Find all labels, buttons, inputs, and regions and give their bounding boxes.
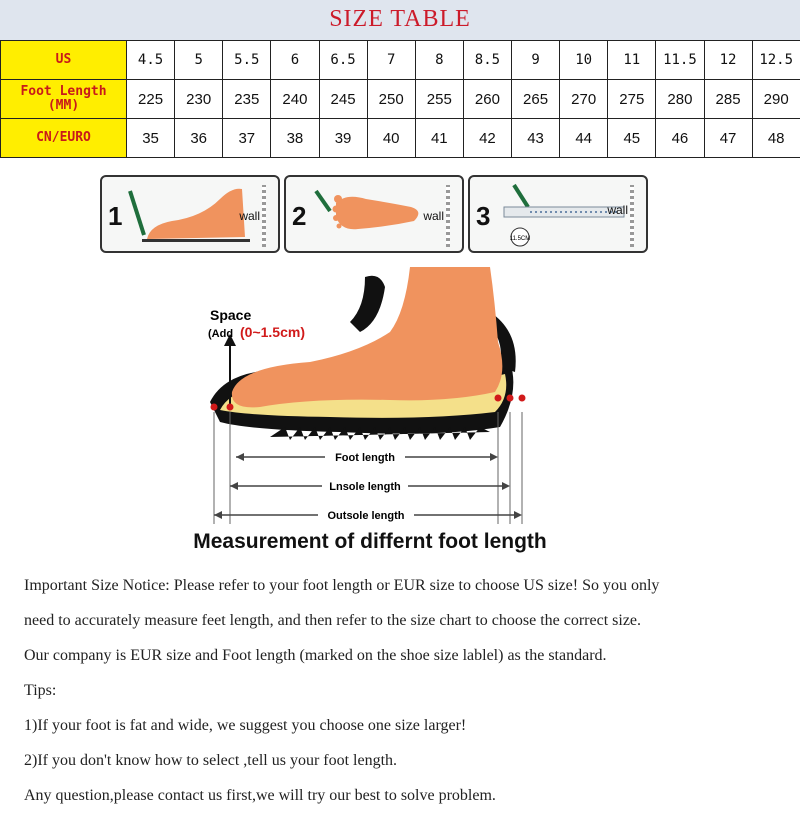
tape-mark: 11.5CM <box>510 236 531 242</box>
size-cell: 37 <box>223 119 271 158</box>
space-label: Space <box>210 307 251 323</box>
wall-label: wall <box>607 203 628 217</box>
size-cell: 12.5 <box>752 41 800 80</box>
size-cell: 35 <box>127 119 175 158</box>
notice-line: Tips: <box>24 673 794 708</box>
size-cell: 225 <box>127 80 175 119</box>
measurement-title: Measurement of differnt foot length <box>0 530 740 554</box>
size-cell: 6 <box>271 41 319 80</box>
size-cell: 46 <box>656 119 704 158</box>
size-cell: 36 <box>175 119 223 158</box>
step-2-panel <box>284 175 464 253</box>
step-number: 2 <box>292 201 306 232</box>
size-cell: 250 <box>367 80 415 119</box>
size-cell: 12 <box>704 41 752 80</box>
size-cell: 4.5 <box>127 41 175 80</box>
size-cell: 48 <box>752 119 800 158</box>
size-cell: 260 <box>463 80 511 119</box>
row-header: Foot Length (MM) <box>1 80 127 119</box>
size-cell: 10 <box>560 41 608 80</box>
size-cell: 290 <box>752 80 800 119</box>
insole-length-label: Lnsole length <box>329 481 401 493</box>
size-cell: 285 <box>704 80 752 119</box>
size-cell: 280 <box>656 80 704 119</box>
size-cell: 275 <box>608 80 656 119</box>
marker-dot <box>495 395 502 402</box>
size-cell: 230 <box>175 80 223 119</box>
row-cn-euro <box>1 119 800 158</box>
step-number: 3 <box>476 201 490 232</box>
marker-dot <box>519 395 526 402</box>
step-number: 1 <box>108 201 122 232</box>
wall-marker <box>262 185 266 247</box>
size-cell: 42 <box>463 119 511 158</box>
foot-length-label: Foot length <box>335 452 395 464</box>
size-cell: 5.5 <box>223 41 271 80</box>
size-cell: 270 <box>560 80 608 119</box>
size-cell: 44 <box>560 119 608 158</box>
wall-marker <box>446 185 450 247</box>
wall-label: wall <box>423 209 444 223</box>
notice-line: need to accurately measure feet length, and then refer to the size chart to choose the correct size. <box>24 603 794 638</box>
marker-dot <box>211 404 218 411</box>
wall-marker <box>630 185 634 247</box>
notice-line: 2)If you don't know how to select ,tell us your foot length. <box>24 743 794 778</box>
marker-dot <box>227 404 234 411</box>
notice-line: Our company is EUR size and Foot length (marked on the shoe size lablel) as the standard. <box>24 638 794 673</box>
row-header: CN/EURO <box>1 119 127 158</box>
size-cell: 7 <box>367 41 415 80</box>
outsole-length-label: Outsole length <box>328 510 405 522</box>
size-cell: 11.5 <box>656 41 704 80</box>
size-cell: 47 <box>704 119 752 158</box>
size-notice <box>24 568 794 813</box>
size-cell: 45 <box>608 119 656 158</box>
notice-line: Important Size Notice: Please refer to your foot length or EUR size to choose US size! So you only <box>24 568 794 603</box>
size-cell: 9 <box>512 41 560 80</box>
size-table-title: SIZE TABLE <box>0 6 800 33</box>
foot-measurement-illustration <box>190 262 540 524</box>
size-cell: 39 <box>319 119 367 158</box>
notice-line: 1)If your foot is fat and wide, we suggest you choose one size larger! <box>24 708 794 743</box>
size-cell: 255 <box>415 80 463 119</box>
size-cell: 8 <box>415 41 463 80</box>
size-cell: 245 <box>319 80 367 119</box>
size-table <box>0 40 800 158</box>
step-1-panel <box>100 175 280 253</box>
size-cell: 38 <box>271 119 319 158</box>
size-cell: 240 <box>271 80 319 119</box>
space-range-label: (0~1.5cm) <box>240 324 305 340</box>
size-table-title-bar <box>0 0 800 40</box>
size-cell: 265 <box>512 80 560 119</box>
row-header: US <box>1 41 127 80</box>
row-foot-length <box>1 80 800 119</box>
step-3-panel <box>468 175 648 253</box>
size-cell: 8.5 <box>463 41 511 80</box>
notice-line: Any question,please contact us first,we will try our best to solve problem. <box>24 778 794 813</box>
wall-label: wall <box>239 209 260 223</box>
size-cell: 11 <box>608 41 656 80</box>
size-cell: 40 <box>367 119 415 158</box>
size-cell: 6.5 <box>319 41 367 80</box>
marker-dot <box>507 395 514 402</box>
size-cell: 5 <box>175 41 223 80</box>
row-us <box>1 41 800 80</box>
size-cell: 235 <box>223 80 271 119</box>
size-cell: 41 <box>415 119 463 158</box>
size-cell: 43 <box>512 119 560 158</box>
space-add-label: (Add <box>208 328 233 340</box>
